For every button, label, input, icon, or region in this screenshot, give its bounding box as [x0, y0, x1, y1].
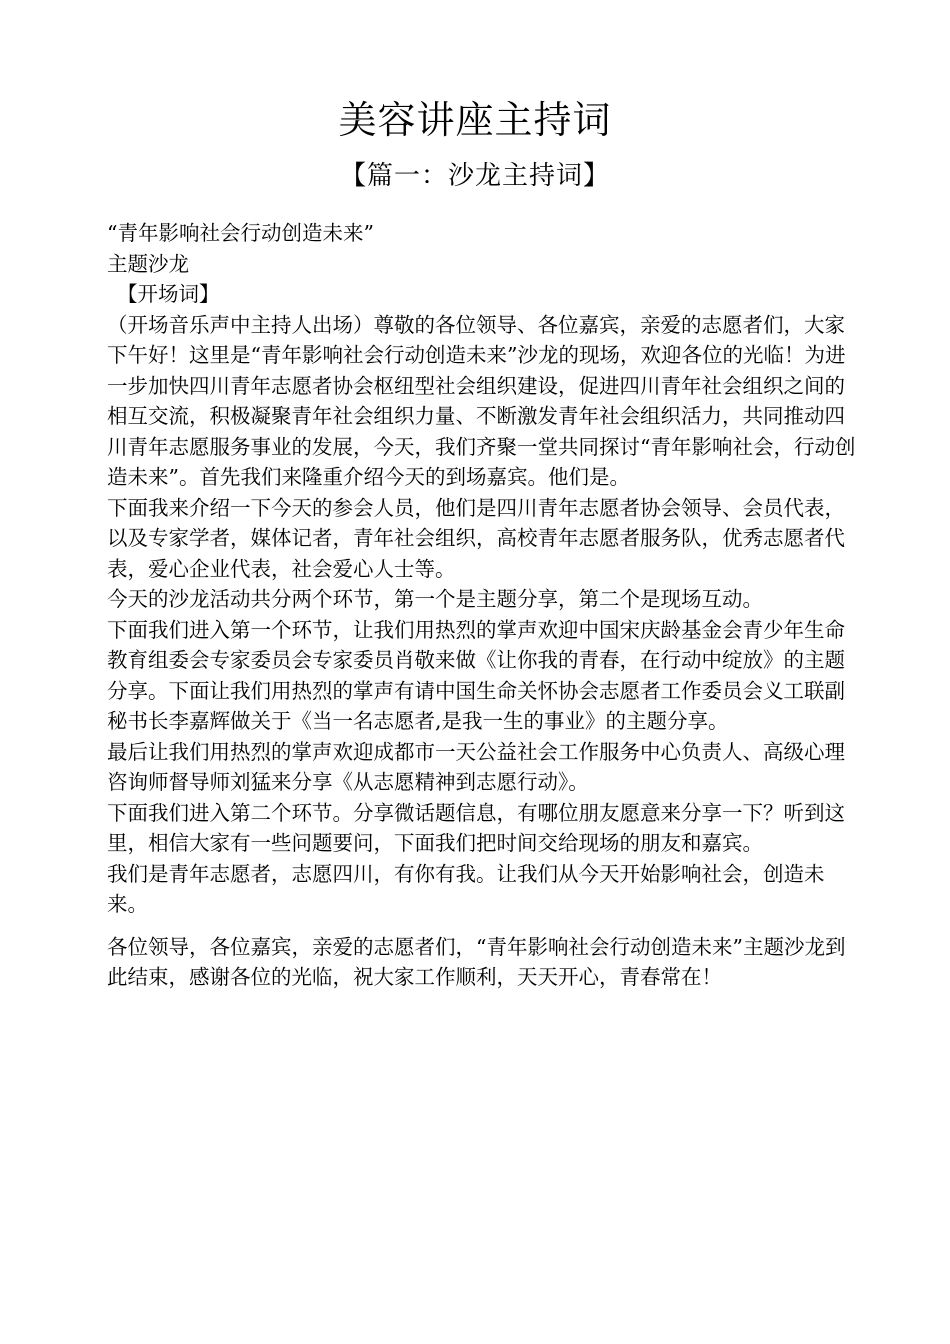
paragraph-agenda: 今天的沙龙活动共分两个环节，第一个是主题分享，第二个是现场互动。	[107, 587, 763, 611]
document-subtitle: 【篇一：沙龙主持词】	[339, 161, 610, 191]
paragraph-theme-quote: “青年影响社会行动创造未来”	[107, 221, 374, 245]
paragraph-attendees: 下面我来介绍一下今天的参会人员，他们是四川青年志愿者协会领导、会员代表，以及专家学者，媒体记者，青年社会组织，高校青年志愿者服务队，优秀志愿者代表，爱心企业代表，社会爱心人士等。	[107, 495, 845, 581]
paragraph-final-speaker: 最后让我们用热烈的掌声欢迎成都市一天公益社会工作服务中心负责人、高级心理咨询师督导师刘猛来分享《从志愿精神到志愿行动》。	[107, 739, 845, 794]
paragraph-opening-heading: 【开场词】	[117, 282, 220, 306]
paragraph-theme-salon: 主题沙龙	[107, 251, 189, 276]
paragraph-second-session: 下面我们进入第二个环节。分享微话题信息，有哪位朋友愿意来分享一下？听到这里，相信大家有一些问题要问，下面我们把时间交给现场的朋友和嘉宾。	[107, 800, 845, 855]
paragraph-opening-speech: （开场音乐声中主持人出场）尊敬的各位领导、各位嘉宾，亲爱的志愿者们，大家下午好！这里是“青年影响社会行动创造未来”沙龙的现场，欢迎各位的光临！为进一步加快四川青年志愿者协会枢纽型社会组织建设，促进四川青年社会组织之间的相互交流，积极凝聚青年社会组织力量、不断激发青年社会组织活力，共同推动四川青年志愿服务事业的发展，今天，我们齐聚一堂共同探讨“青年影响社会，行动创造未来”。首先我们来隆重介绍今天的到场嘉宾。他们是。	[107, 312, 856, 489]
paragraph-volunteer-slogan: 我们是青年志愿者，志愿四川，有你有我。让我们从今天开始影响社会，创造未来。	[107, 861, 825, 916]
document-body	[107, 218, 857, 993]
paragraph-first-session: 下面我们进入第一个环节，让我们用热烈的掌声欢迎中国宋庆龄基金会青少年生命教育组委会专家委员会专家委员肖敬来做《让你我的青春，在行动中绽放》的主题分享。下面让我们用热烈的掌声有请中国生命关怀协会志愿者工作委员会义工联副秘书长李嘉辉做关于《当一名志愿者,是我一生的事业》的主题分享。	[107, 617, 845, 733]
document-title: 美容讲座主持词	[338, 98, 612, 142]
paragraph-closing: 各位领导，各位嘉宾，亲爱的志愿者们，“青年影响社会行动创造未来”主题沙龙到此结束，感谢各位的光临，祝大家工作顺利，天天开心，青春常在！	[107, 934, 846, 989]
